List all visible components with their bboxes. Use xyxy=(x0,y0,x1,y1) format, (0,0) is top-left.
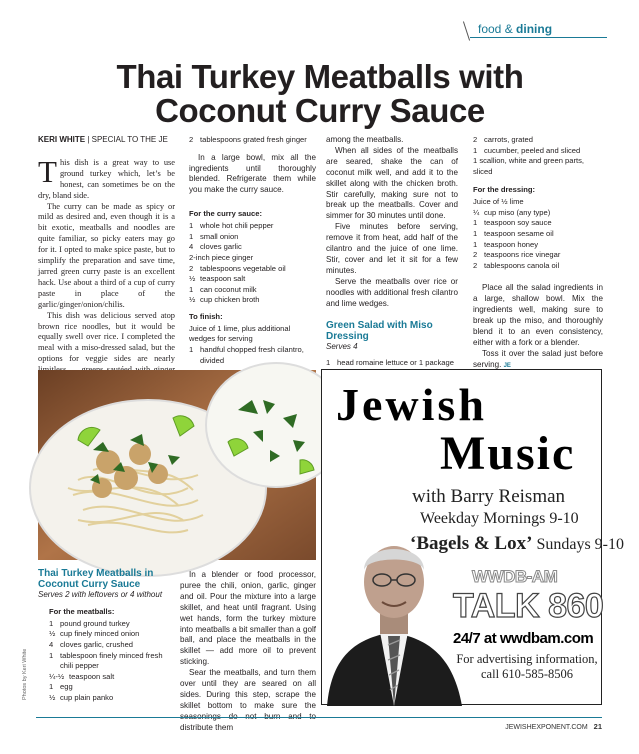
ingredient-item: 2 carrots, grated xyxy=(473,135,533,144)
meatballs-photo xyxy=(38,370,316,560)
column-2 xyxy=(189,135,316,366)
ad-talk-860: TALK 860 xyxy=(453,587,604,625)
ad-host-line: with Barry Reisman xyxy=(412,486,566,507)
salad-ingredient-list-continued xyxy=(473,135,603,177)
method-paragraph-1: In a blender or food processor, puree the chili, onion, garlic, ginger and oil. Pour the mixture into a large skillet, and heat until fragrant. Using wet hands, form the turkey mixture into meatballs a bit smaller than a golf ball, and place the meatballs in the skillet — add more oil to prevent sticking. xyxy=(180,570,316,667)
salad-final-paragraph: Toss it over the salad just before serving. JE xyxy=(473,348,603,369)
ingredient-item: 1 egg xyxy=(49,682,73,692)
section-dining: dining xyxy=(516,22,553,36)
ingredient-item: 1 pound ground turkey xyxy=(49,618,130,628)
ad-phone[interactable]: call 610-585-8506 xyxy=(481,667,573,681)
ingredient-item: 1 head romaine lettuce or 1 package xyxy=(326,358,454,368)
section-label xyxy=(478,22,552,36)
byline-role: | SPECIAL TO THE JE xyxy=(85,135,168,144)
finish-heading: To finish: xyxy=(189,311,223,321)
ad-music-word: Music xyxy=(440,427,576,480)
ingredient-item: 4 cloves garlic, crushed xyxy=(49,640,134,649)
meatball-ingredient-list xyxy=(38,619,166,704)
dressing-lime-line: Juice of ½ lime xyxy=(473,197,524,207)
curry-ingredient-list xyxy=(189,221,316,306)
method-column xyxy=(180,570,316,734)
finish-ingredient-list xyxy=(189,345,316,366)
ingredient-item: 1 teaspoon soy sauce xyxy=(473,218,552,228)
ingredient-item: 1 can coconut milk xyxy=(189,284,257,294)
ingredient-item: 1 teaspoon honey xyxy=(473,239,539,249)
section-rule xyxy=(470,37,607,38)
main-recipe-title: Thai Turkey Meatballs in Coconut Curry Sauce xyxy=(38,568,154,590)
column-3 xyxy=(326,135,458,380)
footer-rule xyxy=(36,717,602,718)
meatballs-heading: For the meatballs: xyxy=(49,606,115,616)
main-recipe-column xyxy=(38,568,166,704)
intro-p1-text: his dish is a great way to use ground turkey which, let’s be honest, can sometimes be on the dry, bland side. xyxy=(38,157,175,200)
ad-jewish-word: Jewish xyxy=(336,379,487,430)
ingredient-item: 2 tablespoons grated fresh ginger xyxy=(189,135,307,144)
salad-serves: Serves 4 xyxy=(326,341,358,351)
ingredient-item: ¼ cup miso (any type) xyxy=(473,207,551,217)
section-food: food xyxy=(478,22,502,36)
ingredient-item: 2-inch piece ginger xyxy=(189,252,254,262)
photo-credit: Photos by Keri White xyxy=(22,648,28,700)
column-4 xyxy=(473,135,603,372)
salad-recipe-title: Green Salad with Miso Dressing xyxy=(326,319,433,342)
dressing-ingredient-list xyxy=(473,208,603,272)
section-divider-slash xyxy=(463,21,470,40)
article-title xyxy=(40,60,600,128)
intro-paragraph-2: The curry can be made as spicy or mild as desired and, even though it is a bit exotic, meatballs and noodles are quite familiar, so picky eaters may go for it. I opted to make spice paste, but to simplify the preparation and save time, jarred green curry paste is an excellent hack. Use about a third of a cup of curry paste in place of the garlic/ginger/onion/chilis. xyxy=(38,201,175,309)
meatballs-continued: among the meatballs. xyxy=(326,135,404,144)
finish-lime-line: Juice of 1 lime, plus additional wedges for serving xyxy=(189,323,291,344)
ingredient-item: ¼-½ teaspoon salt xyxy=(49,671,115,681)
ad-station-call: WWDB-AM xyxy=(472,567,558,586)
ingredient-item: 1 small onion xyxy=(189,231,239,241)
intro-paragraph-3: This dish was delicious served atop brown rice noodles, but it would be equally swell over rice. I completed the meal with a miso-dressed salad, but the options for veggie sides are nearly xyxy=(38,310,175,364)
byline-author: KERI WHITE xyxy=(38,135,86,144)
ingredient-item: 2 tablespoons canola oil xyxy=(473,260,560,270)
ingredient-item: 1 tablespoon finely minced fresh chili pepper xyxy=(49,650,163,671)
curry-sauce-heading: For the curry sauce: xyxy=(189,209,263,219)
ingredient-item: ½ teaspoon salt xyxy=(189,274,246,284)
section-amp: & xyxy=(501,22,517,36)
salad-method-paragraph: Place all the salad ingredients in a large, shallow bowl. Mix the ingredients well, making sure to break up the miso, and thoroughly blend it to an even consistency, either with a fork or a blender. xyxy=(473,283,603,347)
main-recipe-serves: Serves 2 with leftovers or 4 without xyxy=(38,590,163,599)
drop-cap: T xyxy=(38,153,57,189)
sear-paragraph: When all sides of the meatballs are seared, shake the can of coconut milk well, and add it to the skillet along with the chicken broth. Stir carefully, making sure not to break up the meatballs. Cover and simmer for 30 minutes until done. xyxy=(326,145,458,221)
ingredient-item: 1 cucumber, peeled and sliced xyxy=(473,145,581,155)
jewish-music-advertisement[interactable] xyxy=(321,369,624,705)
food-photo-illustration xyxy=(38,370,316,560)
mix-paragraph: In a large bowl, mix all the ingredients until thoroughly blended. Refrigerate them while you make the curry sauce. xyxy=(189,152,316,195)
title-line-2: Coconut Curry Sauce xyxy=(155,92,485,129)
ad-contact-info: For advertising information, call 610-585-8506 xyxy=(452,652,602,682)
page-footer xyxy=(430,722,602,731)
intro-column xyxy=(38,135,175,409)
dressing-heading: For the dressing: xyxy=(473,185,536,195)
ad-weekday-schedule: Weekday Mornings 9-10 xyxy=(420,510,579,527)
ingredient-item: 1 teaspoon sesame oil xyxy=(473,229,554,239)
ingredient-item: 1 handful chopped fresh cilantro, divided xyxy=(189,344,304,365)
serve-paragraph: Serve the meatballs over rice or noodles with additional fresh cilantro and lime wedges. xyxy=(326,276,458,308)
footer-site[interactable]: JEWISHEXPONENT.COM xyxy=(505,724,588,731)
ingredient-item: 1 scallion, white and green parts, sliced xyxy=(473,156,585,176)
page-number: 21 xyxy=(593,722,602,731)
title-line-1: Thai Turkey Meatballs with xyxy=(116,58,524,95)
ginger-ingredient xyxy=(189,135,316,146)
ad-show-name: ‘Bagels & Lox’ xyxy=(410,533,533,554)
byline xyxy=(38,135,175,146)
je-end-mark: JE xyxy=(503,362,511,369)
ad-sunday-schedule: ‘Bagels & Lox’ Sundays 9-10 xyxy=(410,533,624,554)
finish-paragraph: Five minutes before serving, remove it from heat, add half of the cilantro and the juice of one lime. Stir, cover and let it sit for a few minutes. xyxy=(326,222,458,275)
ingredient-item: 2 teaspoons rice vinegar xyxy=(473,250,561,260)
ingredient-item: 4 cloves garlic xyxy=(189,242,242,252)
method-paragraph-2: Sear the meatballs, and turn them over until they are seared on all sides. During this step, scrape the skillet bottom to make sure the distribute them xyxy=(180,668,316,732)
ingredient-item: 2 tablespoons vegetable oil xyxy=(189,263,286,273)
ad-website[interactable]: 24/7 at wwdbam.com xyxy=(453,630,594,647)
intro-paragraph-1 xyxy=(38,153,175,202)
ingredient-item: ½ cup plain panko xyxy=(49,692,114,702)
ingredient-item: 1 whole hot chili pepper xyxy=(189,221,274,231)
ingredient-item: ½ cup chicken broth xyxy=(189,295,260,305)
ingredient-item: ½ cup finely minced onion xyxy=(49,629,140,639)
